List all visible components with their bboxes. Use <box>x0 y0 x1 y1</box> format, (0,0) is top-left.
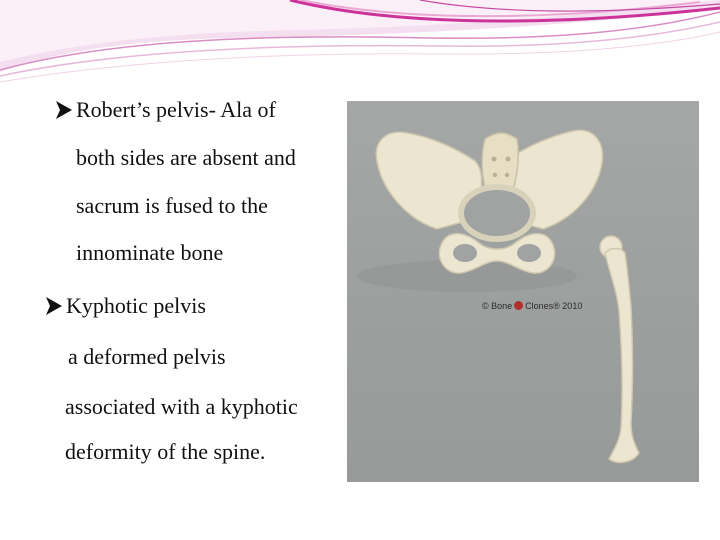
bullet-2-line-4: deformity of the spine. <box>65 439 266 464</box>
arrowhead-icon <box>46 297 62 315</box>
bullet-2-line-3: associated with a kyphotic <box>65 394 298 419</box>
photo-watermark <box>482 301 582 311</box>
bullet-1-line-4: innominate bone <box>76 240 224 265</box>
bullet-1-line-1: Robert’s pelvis- Ala of <box>76 97 276 122</box>
watermark-prefix: © Bone <box>482 301 513 311</box>
bullet-1-line-2: both sides are absent and <box>76 145 296 170</box>
arrowhead-icon <box>56 101 72 119</box>
pelvis-femur-photo <box>347 101 699 482</box>
bone-illustration <box>347 101 699 482</box>
bullet-2-line-1: Kyphotic pelvis <box>66 293 206 318</box>
femur <box>600 236 639 462</box>
watermark-suffix: Clones® 2010 <box>525 301 583 311</box>
bullet-2-line-2: a deformed pelvis <box>68 344 226 369</box>
bullet-1-line-3: sacrum is fused to the <box>76 193 268 218</box>
watermark-seal-icon <box>514 301 523 310</box>
